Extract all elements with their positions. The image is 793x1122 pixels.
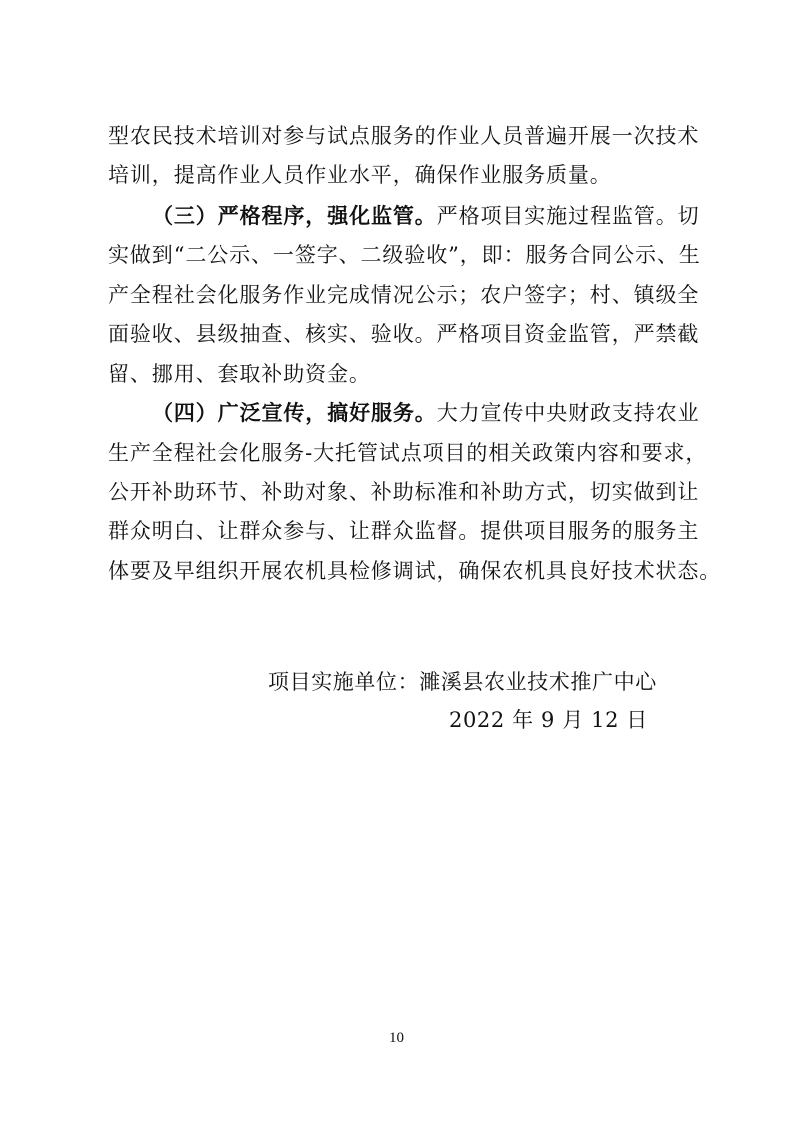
section-4-text: 大力宣传中央财政支持农业 [436, 401, 700, 425]
section-3-first-line [152, 201, 700, 231]
paragraph-line: 公开补助环节、补助对象、补助标准和补助方式，切实做到让 [108, 480, 700, 504]
section-3-text: 严格项目实施过程监管。切 [436, 204, 700, 228]
section-4-first-line [152, 398, 700, 428]
paragraph-line: 留、挪用、套取补助资金。 [108, 362, 371, 386]
page-number: 10 [389, 1030, 404, 1046]
paragraph-line: 群众明白、让群众参与、让群众监督。提供项目服务的服务主 [108, 519, 700, 543]
signature-date: 2022 年 9 月 12 日 [449, 708, 648, 732]
paragraph-line: 生产全程社会化服务-大托管试点项目的相关政策内容和要求， [108, 441, 708, 465]
section-3-heading: （三）严格程序，强化监管。 [152, 204, 437, 228]
paragraph-line: 体要及早组织开展农机具检修调试，确保农机具良好技术状态。 [108, 559, 722, 583]
paragraph-line: 面验收、县级抽查、核实、验收。严格项目资金监管，严禁截 [108, 322, 700, 346]
signature-unit: 项目实施单位：濉溪县农业技术推广中心 [268, 670, 657, 694]
section-4-heading: （四）广泛宣传，搞好服务。 [152, 401, 437, 425]
paragraph-line: 产全程社会化服务作业完成情况公示；农户签字；村、镇级全 [108, 283, 700, 307]
paragraph-line: 实做到“二公示、一签字、二级验收”，即：服务合同公示、生 [108, 243, 701, 267]
paragraph-line: 型农民技术培训对参与试点服务的作业人员普遍开展一次技术 [108, 124, 700, 148]
paragraph-line: 培训，提高作业人员作业水平，确保作业服务质量。 [108, 163, 612, 187]
